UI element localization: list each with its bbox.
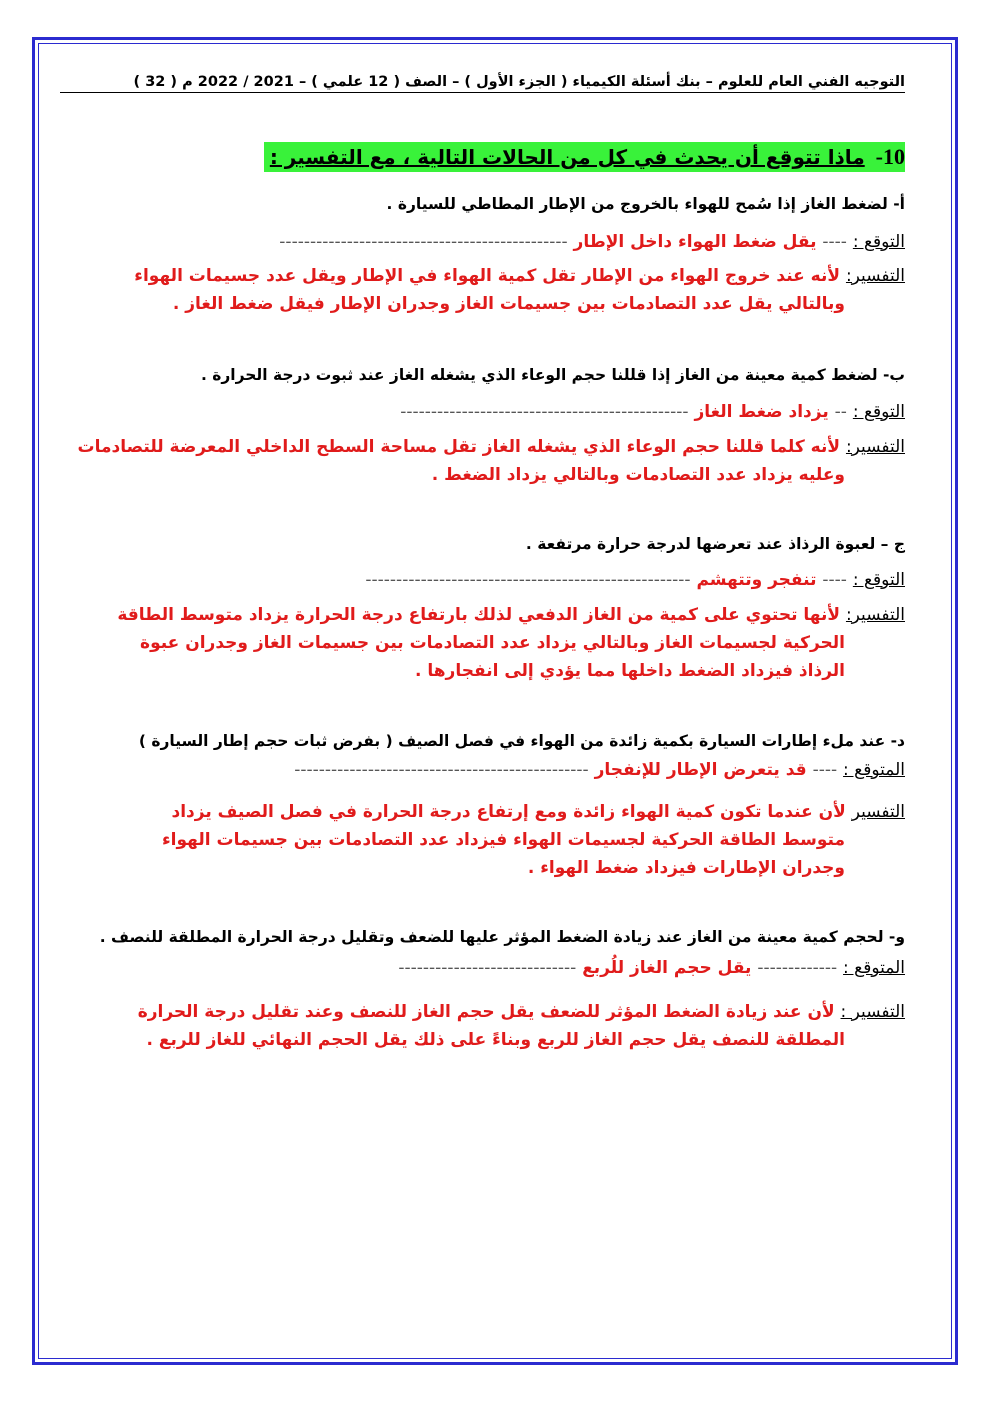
prediction-text: يقل ضغط الهواء داخل الإطار [573, 232, 817, 252]
item-f-explanation [60, 998, 905, 1054]
explanation-label: التفسير: [845, 605, 905, 625]
explanation-line: متوسط الطاقة الحركية لجسيمات الهواء فيزداد عدد التصادمات بين جسيمات الهواء [161, 830, 845, 850]
explanation-label: التفسير : [840, 1002, 905, 1022]
item-c-explanation [60, 601, 905, 685]
prediction-text: تنفجر وتتهشم [696, 570, 817, 590]
explanation-label: التفسير: [845, 437, 905, 457]
prediction-label: المتوقع : [843, 760, 905, 780]
prediction-text: يزداد ضغط الغاز [694, 402, 829, 422]
explanation-line: وجدران الإطارات فيزداد ضغط الهواء . [527, 858, 845, 878]
explanation-line: لأنها تحتوي على كمية من الغاز الدفعي لذلك بارتفاع درجة الحرارة يزداد متوسط الطاقة [117, 605, 841, 625]
explanation-line: لأن عند زيادة الضغط المؤثر للضعف يقل حجم الغاز للنصف وعند تقليل درجة الحرارة [137, 1002, 835, 1022]
prediction-label: التوقع : [852, 232, 905, 252]
explanation-line: لأنه كلما قللنا حجم الوعاء الذي يشغله الغاز تقل مساحة السطح الداخلي المعرضة للتصادمات [77, 437, 841, 457]
prediction-text: يقل حجم الغاز للُربع [582, 958, 752, 978]
explanation-line: وعليه يزداد عدد التصادمات وبالتالي يزداد الضغط . [431, 465, 845, 485]
item-d-prompt: د- عند ملء إطارات السيارة بكمية زائدة من الهواء في فصل الصيف ( بفرض ثبات حجم إطار السيارة ) [138, 732, 905, 750]
explanation-line: لأن عندما تكون كمية الهواء زائدة ومع إرتفاع درجة الحرارة في فصل الصيف يزداد [171, 802, 846, 822]
item-a-prompt: أ- لضغط الغاز إذا سُمح للهواء بالخروج من الإطار المطاطي للسيارة . [386, 195, 905, 213]
explanation-label: التفسير: [845, 266, 905, 286]
item-b-explanation [60, 433, 905, 489]
item-f-prediction: المتوقع : ------------- يقل حجم الغاز للُربع ----------------------------- [398, 958, 905, 978]
prediction-label: التوقع : [852, 402, 905, 422]
question-text: ماذا تتوقع أن يحدث في كل من الحالات التالية ، مع التفسير : [269, 145, 865, 169]
item-a-explanation [60, 262, 905, 318]
explanation-line: وبالتالي يقل عدد التصادمات بين جسيمات الغاز وجدران الإطار فيقل ضغط الغاز . [172, 294, 845, 314]
item-a-prediction: التوقع : ---- يقل ضغط الهواء داخل الإطار ----------------------------------------------- [279, 232, 905, 252]
question-title [264, 142, 905, 172]
item-d-explanation [60, 798, 905, 882]
item-c-prediction: التوقع : ---- تنفجر وتتهشم ----------------------------------------------------- [365, 570, 905, 590]
page-header: التوجيه الفني العام للعلوم – بنك أسئلة الكيمياء ( الجزء الأول ) – الصف ( 12 علمي ) – 2021 / 2022 م ( 32 ) [60, 74, 905, 93]
explanation-line: لأنه عند خروج الهواء من الإطار تقل كمية الهواء في الإطار ويقل عدد جسيمات الهواء [134, 266, 841, 286]
item-b-prompt: ب- لضغط كمية معينة من الغاز إذا قللنا حجم الوعاء الذي يشغله الغاز عند ثبوت درجة الحرارة . [200, 366, 905, 384]
explanation-label: التفسير [851, 802, 905, 822]
item-d-prediction: المتوقع : ---- قد يتعرض الإطار للإنفجار ------------------------------------------------ [294, 760, 905, 780]
prediction-label: التوقع : [852, 570, 905, 590]
prediction-label: المتوقع : [843, 958, 905, 978]
item-f-prompt: و- لحجم كمية معينة من الغاز عند زيادة الضغط المؤثر عليها للضعف وتقليل درجة الحرارة المطلقة للنصف . [99, 928, 905, 946]
question-number: 10- [875, 144, 905, 169]
explanation-line: المطلقة للنصف يقل حجم الغاز للربع وبناءً على ذلك يقل الحجم النهائي للغاز للربع . [146, 1030, 845, 1050]
explanation-line: الرذاذ فيزداد الضغط داخلها مما يؤدي إلى انفجارها . [415, 661, 845, 681]
explanation-line: الحركية لجسيمات الغاز وبالتالي يزداد عدد التصادمات بين جسيمات الغاز وجدران عبوة [140, 633, 845, 653]
prediction-text: قد يتعرض الإطار للإنفجار [594, 760, 807, 780]
item-b-prediction: التوقع : -- يزداد ضغط الغاز ----------------------------------------------- [400, 402, 905, 422]
item-c-prompt: ج – لعبوة الرذاذ عند تعرضها لدرجة حرارة مرتفعة . [525, 535, 905, 553]
